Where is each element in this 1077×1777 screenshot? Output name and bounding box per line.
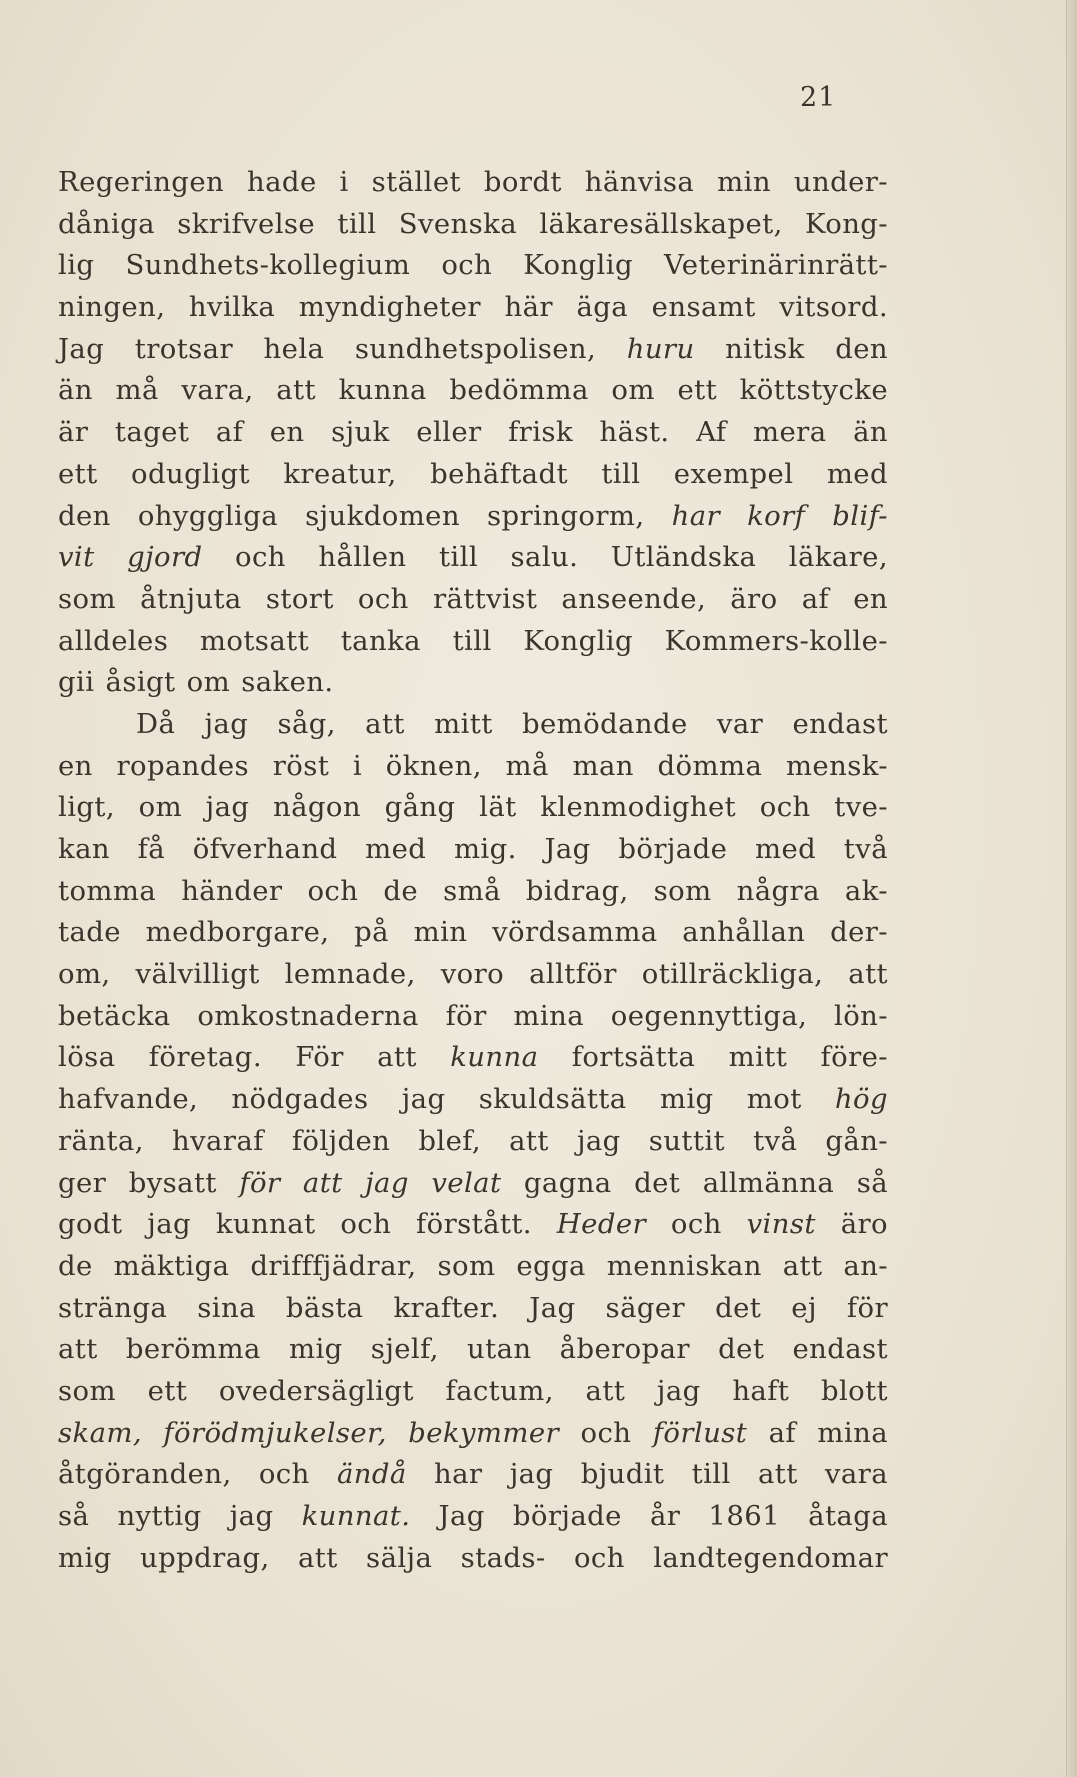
text-line: [58, 1163, 888, 1205]
text-line: [58, 496, 888, 538]
italic-text: förlust: [652, 1416, 748, 1449]
text-line: [58, 245, 888, 287]
text-line: [58, 1538, 888, 1580]
text-segment: äro: [815, 1208, 888, 1241]
text-segment: om, välvilligt lemnade, voro alltför otillräckliga, att: [58, 958, 888, 991]
italic-text: kunnat.: [301, 1500, 411, 1532]
text-segment: Då jag såg, att mitt bemödande var endast: [136, 707, 888, 740]
text-segment: lig Sundhets-kollegium och Konglig Veterinärinrätt-: [58, 249, 888, 282]
text-segment: ger bysatt: [58, 1166, 240, 1199]
italic-text: ändå: [337, 1458, 407, 1491]
italic-text: vit gjord: [58, 541, 203, 574]
text-line: [58, 996, 888, 1038]
text-segment: än må vara, att kunna bedömma om ett köttstycke: [58, 374, 888, 407]
page-number: 21: [800, 82, 837, 113]
text-line: [58, 1204, 888, 1246]
text-line: [58, 370, 888, 412]
text-segment: gagna det allmänna så: [501, 1166, 888, 1199]
text-line: [58, 579, 888, 621]
text-line: [58, 204, 888, 246]
text-segment: och: [559, 1416, 653, 1449]
italic-text: har korf blif-: [671, 499, 888, 532]
text-segment: betäcka omkostnaderna för mina oegennyttiga, lön-: [58, 999, 888, 1032]
text-line: [58, 871, 888, 913]
text-segment: att berömma mig sjelf, utan åberopar det endast: [58, 1333, 888, 1366]
text-line: [58, 287, 888, 329]
text-line: [58, 454, 888, 496]
text-line: [58, 1121, 888, 1163]
italic-text: Heder: [556, 1208, 647, 1241]
text-line: [58, 662, 888, 704]
text-line: [58, 1246, 888, 1288]
text-segment: så nyttig jag: [58, 1500, 302, 1532]
text-line: [58, 1454, 888, 1496]
text-segment: en ropandes röst i öknen, må man dömma mensk-: [58, 749, 888, 782]
text-segment: ett odugligt kreatur, behäftadt till exempel med: [58, 457, 888, 490]
text-line: [58, 1288, 888, 1330]
text-line: [58, 704, 888, 746]
text-segment: och hållen till salu. Utländska läkare,: [202, 541, 888, 574]
italic-text: för att jag velat: [239, 1166, 502, 1199]
text-segment: nitisk den: [694, 332, 888, 365]
text-segment: åtgöranden, och: [58, 1458, 337, 1491]
text-segment: Regeringen hade i stället bordt hänvisa min under-: [58, 166, 888, 198]
text-segment: tomma händer och de små bidrag, som några ak-: [58, 874, 888, 907]
text-segment: tade medborgare, på min vördsamma anhållan der-: [58, 916, 888, 949]
text-segment: hafvande, nödgades jag skuldsätta mig mot: [58, 1083, 835, 1116]
text-line: [58, 1329, 888, 1371]
text-segment: godt jag kunnat och förstått.: [58, 1208, 557, 1241]
text-line: [58, 412, 888, 454]
text-line: [58, 912, 888, 954]
italic-text: vinst: [746, 1208, 816, 1241]
text-segment: den ohyggliga sjukdomen springorm,: [58, 499, 672, 532]
text-segment: ningen, hvilka myndigheter här äga ensamt vitsord.: [58, 291, 888, 324]
text-line: [58, 1037, 888, 1079]
text-segment: dåniga skrifvelse till Svenska läkaresällskapet, Kong-: [58, 207, 888, 240]
text-segment: af mina: [747, 1416, 888, 1449]
text-line: [58, 954, 888, 996]
text-segment: de mäktiga drifffjädrar, som egga menniskan att an-: [58, 1249, 888, 1282]
text-line: [58, 1413, 888, 1455]
text-line: [58, 1496, 888, 1538]
body-text: [58, 162, 888, 1579]
text-segment: ligt, om jag någon gång lät klenmodighet och tve-: [58, 791, 888, 824]
text-line: [58, 329, 888, 371]
text-line: [58, 621, 888, 663]
text-segment: Jag trotsar hela sundhetspolisen,: [58, 332, 627, 365]
text-segment: som åtnjuta stort och rättvist anseende, äro af en: [58, 582, 888, 615]
text-segment: fortsätta mitt före-: [538, 1041, 888, 1074]
italic-text: huru: [626, 332, 695, 365]
text-segment: gii åsigt om saken.: [58, 666, 334, 699]
text-segment: är taget af en sjuk eller frisk häst. Af mera än: [58, 416, 888, 449]
text-segment: och: [646, 1208, 747, 1241]
text-line: [58, 829, 888, 871]
text-segment: ränta, hvaraf följden blef, att jag suttit två gån-: [58, 1124, 888, 1157]
italic-text: kunna: [450, 1041, 539, 1074]
text-segment: har jag bjudit till att vara: [406, 1458, 888, 1491]
text-segment: lösa företag. För att: [58, 1041, 451, 1074]
text-segment: kan få öfverhand med mig. Jag började med två: [58, 833, 888, 865]
text-line: [58, 746, 888, 788]
text-segment: som ett ovedersägligt factum, att jag haft blott: [58, 1374, 888, 1407]
page-edge: [1066, 0, 1077, 1777]
text-line: [58, 162, 888, 204]
italic-text: skam, förödmjukelser, bekymmer: [58, 1416, 560, 1449]
text-segment: stränga sina bästa krafter. Jag säger det ej för: [58, 1291, 888, 1324]
text-segment: alldeles motsatt tanka till Konglig Kommers-kolle-: [58, 624, 888, 657]
text-line: [58, 787, 888, 829]
text-line: [58, 1371, 888, 1413]
italic-text: hög: [834, 1083, 888, 1116]
text-segment: mig uppdrag, att sälja stads- och landtegendomar: [58, 1541, 888, 1574]
text-segment: Jag började år 1861 åtaga: [410, 1500, 888, 1532]
text-line: [58, 537, 888, 579]
text-line: [58, 1079, 888, 1121]
